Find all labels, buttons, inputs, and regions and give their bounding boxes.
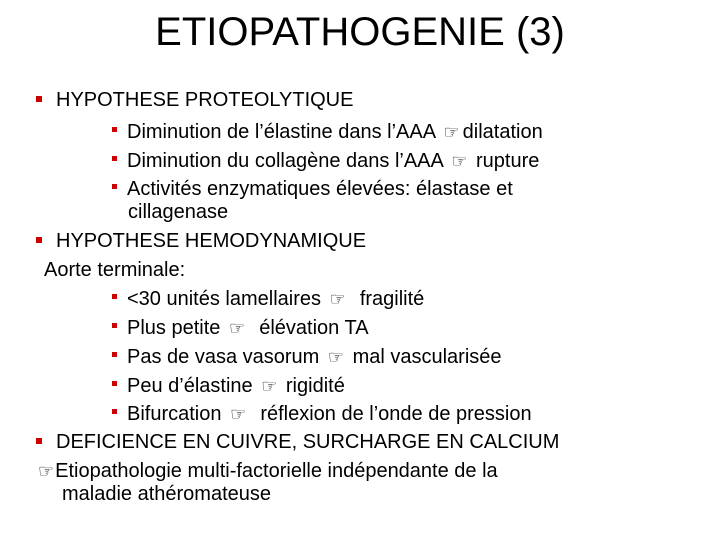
heading-proteolytique: HYPOTHESE PROTEOLYTIQUE — [36, 88, 353, 112]
bullet-icon — [36, 438, 42, 444]
subheading-aorte: Aorte terminale: — [44, 259, 186, 281]
list-item: Bifurcation ☞ réflexion de l’onde de pression — [112, 402, 532, 427]
list-item: Pas de vasa vasorum ☞ mal vascularisée — [112, 345, 502, 370]
bullet-icon — [112, 184, 117, 189]
pointing-hand-icon: ☞ — [230, 404, 247, 425]
bullet-icon — [36, 237, 42, 243]
pointing-hand-icon: ☞ — [451, 151, 468, 172]
conclusion-line-1: ☞Etiopathologie multi-factorielle indépendante de la — [38, 460, 498, 482]
list-item: <30 unités lamellaires ☞ fragilité — [112, 287, 424, 312]
pointing-hand-icon: ☞ — [261, 376, 278, 397]
pointing-hand-icon: ☞ — [38, 461, 55, 482]
list-item: Diminution du collagène dans l’AAA ☞ rupture — [112, 149, 539, 174]
conclusion-line-2: maladie athéromateuse — [62, 483, 272, 505]
slide-title: ETIOPATHOGENIE (3) — [155, 10, 565, 54]
list-item: Peu d’élastine ☞ rigidité — [112, 374, 345, 399]
list-item: Diminution de l’élastine dans l’AAA ☞ dilatation — [112, 120, 543, 145]
pointing-hand-icon: ☞ — [329, 289, 346, 310]
bullet-icon — [112, 294, 117, 299]
list-item: Activités enzymatiques élevées: élastase et — [112, 177, 513, 201]
list-item-continuation: cillagenase — [128, 201, 229, 223]
bullet-icon — [112, 352, 117, 357]
pointing-hand-icon: ☞ — [327, 347, 345, 368]
pointing-hand-icon: ☞ — [443, 122, 460, 143]
pointing-hand-icon: ☞ — [228, 318, 246, 339]
heading-deficience: DEFICIENCE EN CUIVRE, SURCHARGE EN CALCIUM — [36, 430, 559, 454]
bullet-icon — [112, 381, 117, 386]
bullet-icon — [112, 156, 117, 161]
bullet-icon — [112, 323, 117, 328]
list-item: Plus petite ☞ élévation TA — [112, 316, 369, 341]
bullet-icon — [36, 96, 42, 102]
heading-hemodynamique: HYPOTHESE HEMODYNAMIQUE — [36, 229, 366, 253]
bullet-icon — [112, 127, 117, 132]
bullet-icon — [112, 409, 117, 414]
